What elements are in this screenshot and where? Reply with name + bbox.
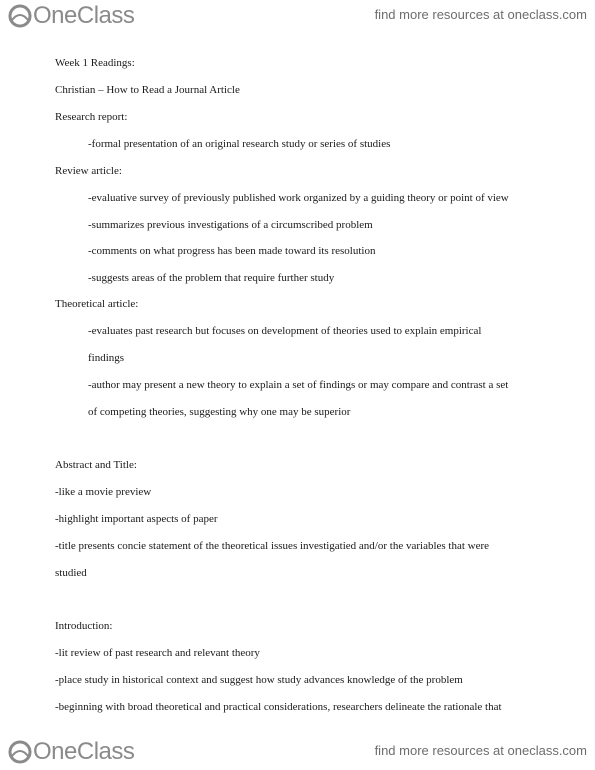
- bullet-line: -summarizes previous investigations of a circumscribed problem: [88, 219, 373, 231]
- heading-week: Week 1 Readings:: [55, 57, 135, 69]
- bullet-line: -place study in historical context and suggest how study advances knowledge of the problem: [55, 674, 463, 686]
- bullet-continuation: studied: [55, 567, 87, 579]
- oneclass-logo-icon: [8, 4, 32, 28]
- bullet-line: -lit review of past research and relevant theory: [55, 647, 260, 659]
- heading-review-article: Review article:: [55, 165, 122, 177]
- bullet-line: -beginning with broad theoretical and practical considerations, researchers delineate the rationale that: [55, 701, 502, 713]
- footer-bar: [0, 736, 595, 770]
- heading-introduction: Introduction:: [55, 620, 113, 632]
- bullet-line: -comments on what progress has been made toward its resolution: [88, 245, 376, 257]
- logo-text: OneClass: [33, 2, 135, 29]
- oneclass-logo[interactable]: [8, 2, 134, 30]
- bullet-line: -evaluative survey of previously published work organized by a guiding theory or point of view: [88, 192, 509, 204]
- resources-link[interactable]: find more resources at oneclass.com: [374, 743, 587, 758]
- logo-text: OneClass: [33, 738, 135, 765]
- bullet-line: -suggests areas of the problem that require further study: [88, 272, 335, 284]
- bullet-continuation: of competing theories, suggesting why one may be superior: [88, 406, 351, 418]
- header-bar: [0, 0, 595, 34]
- heading-abstract-title: Abstract and Title:: [55, 459, 137, 471]
- bullet-line: -formal presentation of an original research study or series of studies: [88, 138, 391, 150]
- resources-link[interactable]: find more resources at oneclass.com: [374, 7, 587, 22]
- oneclass-logo[interactable]: [8, 738, 134, 766]
- bullet-line: -highlight important aspects of paper: [55, 513, 218, 525]
- bullet-line: -author may present a new theory to explain a set of findings or may compare and contrast a set: [88, 379, 509, 391]
- heading-article-title: Christian – How to Read a Journal Article: [55, 84, 240, 96]
- bullet-line: -evaluates past research but focuses on development of theories used to explain empirical: [88, 325, 482, 337]
- bullet-continuation: findings: [88, 352, 125, 364]
- bullet-line: -title presents concie statement of the theoretical issues investigatied and/or the variables that were: [55, 540, 490, 552]
- bullet-line: -like a movie preview: [55, 486, 152, 498]
- oneclass-logo-icon: [8, 740, 32, 764]
- heading-research-report: Research report:: [55, 111, 128, 123]
- heading-theoretical-article: Theoretical article:: [55, 298, 139, 310]
